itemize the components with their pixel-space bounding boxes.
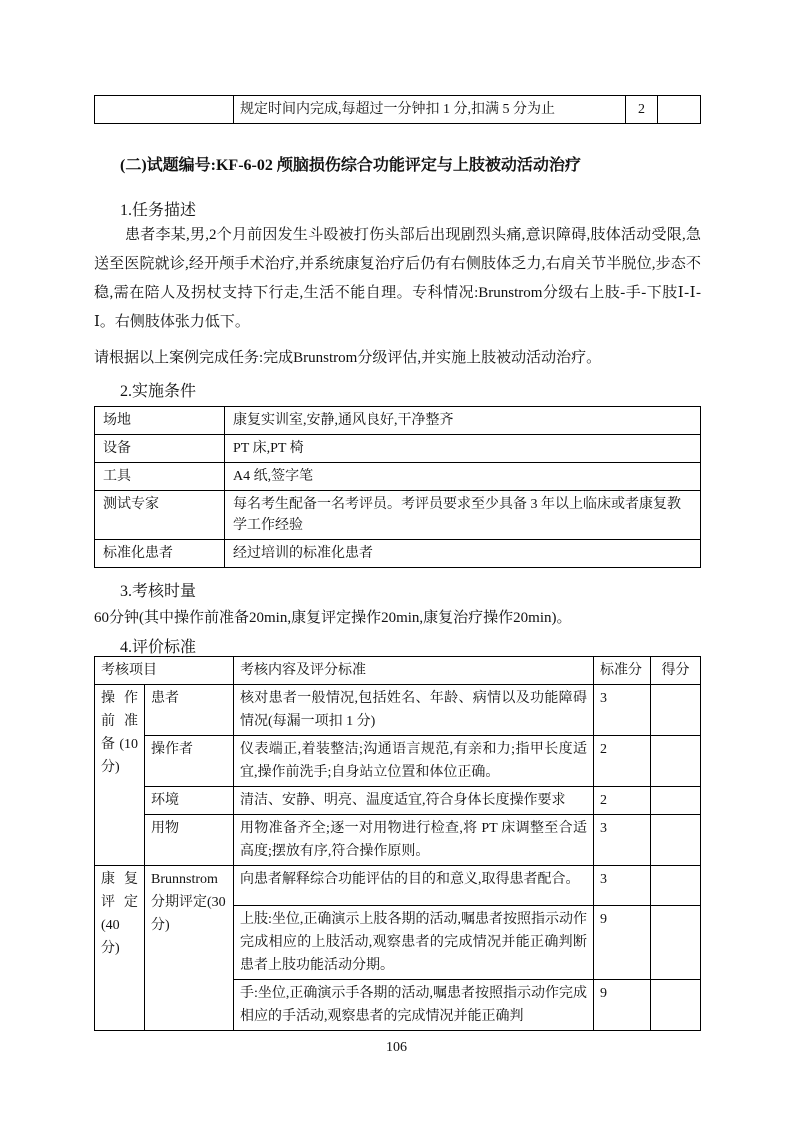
cond-value: A4 纸,签字笔 bbox=[225, 463, 701, 491]
score-cell bbox=[651, 980, 701, 1031]
eval-content: 上肢:坐位,正确演示上肢各期的活动,嘱患者按照指示动作完成相应的上肢活动,观察患者的完成情况并能正确判断患者上肢功能活动分期。 bbox=[234, 906, 594, 980]
eval-points: 3 bbox=[594, 685, 651, 736]
eval-subitem: 环境 bbox=[145, 787, 234, 815]
eval-content: 仪表端正,着装整洁;沟通语言规范,有亲和力;指甲长度适宜,操作前洗手;自身站立位置和体位正确。 bbox=[234, 736, 594, 787]
eval-points: 2 bbox=[594, 736, 651, 787]
section-title: (二)试题编号:KF-6-02 颅脑损伤综合功能评定与上肢被动活动治疗 bbox=[120, 157, 581, 174]
score-cell bbox=[651, 866, 701, 906]
eval-row-patient bbox=[95, 685, 701, 736]
cond-label: 标准化患者 bbox=[95, 540, 225, 568]
eval-header-item: 考核项目 bbox=[95, 657, 234, 685]
eval-group-assessment: 康复评定(40分) bbox=[95, 866, 145, 1031]
cond-row-equipment bbox=[95, 435, 701, 463]
duration-text: 60分钟(其中操作前准备20min,康复评定操作20min,康复治疗操作20min)。 bbox=[94, 610, 572, 626]
eval-content: 清洁、安静、明亮、温度适宜,符合身体长度操作要求 bbox=[234, 787, 594, 815]
eval-points: 2 bbox=[594, 787, 651, 815]
score-cell bbox=[651, 787, 701, 815]
eval-row-environment bbox=[95, 787, 701, 815]
cond-row-site bbox=[95, 407, 701, 435]
cond-label: 测试专家 bbox=[95, 491, 225, 540]
criteria-text-cell: 规定时间内完成,每超过一分钟扣 1 分,扣满 5 分为止 bbox=[234, 96, 626, 124]
cond-value: PT 床,PT 椅 bbox=[225, 435, 701, 463]
cond-value: 每名考生配备一名考评员。考评员要求至少具备 3 年以上临床或者康复教学工作经验 bbox=[225, 491, 701, 540]
eval-points: 3 bbox=[594, 815, 651, 866]
conditions-table bbox=[94, 406, 701, 568]
score-cell bbox=[658, 96, 701, 124]
score-cell bbox=[651, 906, 701, 980]
eval-header-row bbox=[95, 657, 701, 685]
eval-content: 核对患者一般情况,包括姓名、年龄、病情以及功能障碍情况(每漏一项扣 1 分) bbox=[234, 685, 594, 736]
eval-subitem: 用物 bbox=[145, 815, 234, 866]
blank-item-cell bbox=[95, 96, 234, 124]
cond-row-tools bbox=[95, 463, 701, 491]
task-heading: 1.任务描述 bbox=[120, 202, 197, 219]
previous-table-continuation bbox=[94, 95, 701, 124]
evaluation-table bbox=[94, 656, 701, 1031]
eval-header-standard: 标准分 bbox=[594, 657, 651, 685]
score-cell bbox=[651, 685, 701, 736]
task-request: 请根据以上案例完成任务:完成Brunstrom分级评估,并实施上肢被动活动治疗。 bbox=[94, 350, 602, 366]
eval-points: 9 bbox=[594, 980, 651, 1031]
conditions-heading: 2.实施条件 bbox=[120, 383, 197, 400]
score-cell bbox=[651, 736, 701, 787]
page-number: 106 bbox=[386, 1040, 407, 1055]
eval-subitem-brunnstrom: Brunnstrom分期评定(30 分) bbox=[145, 866, 234, 1031]
eval-content: 向患者解释综合功能评估的目的和意义,取得患者配合。 bbox=[234, 866, 594, 906]
eval-header-score: 得分 bbox=[651, 657, 701, 685]
eval-subitem: 操作者 bbox=[145, 736, 234, 787]
table-row bbox=[95, 96, 701, 124]
cond-value: 经过培训的标准化患者 bbox=[225, 540, 701, 568]
eval-points: 3 bbox=[594, 866, 651, 906]
eval-points: 9 bbox=[594, 906, 651, 980]
score-cell bbox=[651, 815, 701, 866]
cond-label: 工具 bbox=[95, 463, 225, 491]
eval-header-content: 考核内容及评分标准 bbox=[234, 657, 594, 685]
eval-content: 用物准备齐全;逐一对用物进行检查,将 PT 床调整至合适高度;摆放有序,符合操作原则。 bbox=[234, 815, 594, 866]
duration-heading: 3.考核时量 bbox=[120, 583, 197, 600]
eval-row-operator bbox=[95, 736, 701, 787]
cond-label: 场地 bbox=[95, 407, 225, 435]
cond-value: 康复实训室,安静,通风良好,干净整齐 bbox=[225, 407, 701, 435]
cond-row-examiner bbox=[95, 491, 701, 540]
eval-content: 手:坐位,正确演示手各期的活动,嘱患者按照指示动作完成相应的手活动,观察患者的完成情况并能正确判 bbox=[234, 980, 594, 1031]
cond-label: 设备 bbox=[95, 435, 225, 463]
points-cell: 2 bbox=[626, 96, 658, 124]
eval-subitem: 患者 bbox=[145, 685, 234, 736]
eval-row-explain bbox=[95, 866, 701, 906]
cond-row-standardized-patient bbox=[95, 540, 701, 568]
eval-group-preparation: 操作前准备(10分) bbox=[95, 685, 145, 866]
case-description: 患者李某,男,2个月前因发生斗殴被打伤头部后出现剧烈头痛,意识障碍,肢体活动受限,急送至医院就诊,经开颅手术治疗,并系统康复治疗后仍有右侧肢体乏力,右肩关节半脱位,步态不稳,需在陪人及拐杖支持下行走,生活不能自理。专科情况:Brunstrom分级右上肢-手-下肢Ⅰ-Ⅰ-Ⅰ。右侧肢体张力低下。 bbox=[94, 227, 701, 330]
evaluation-heading: 4.评价标准 bbox=[120, 639, 197, 656]
eval-row-supplies bbox=[95, 815, 701, 866]
